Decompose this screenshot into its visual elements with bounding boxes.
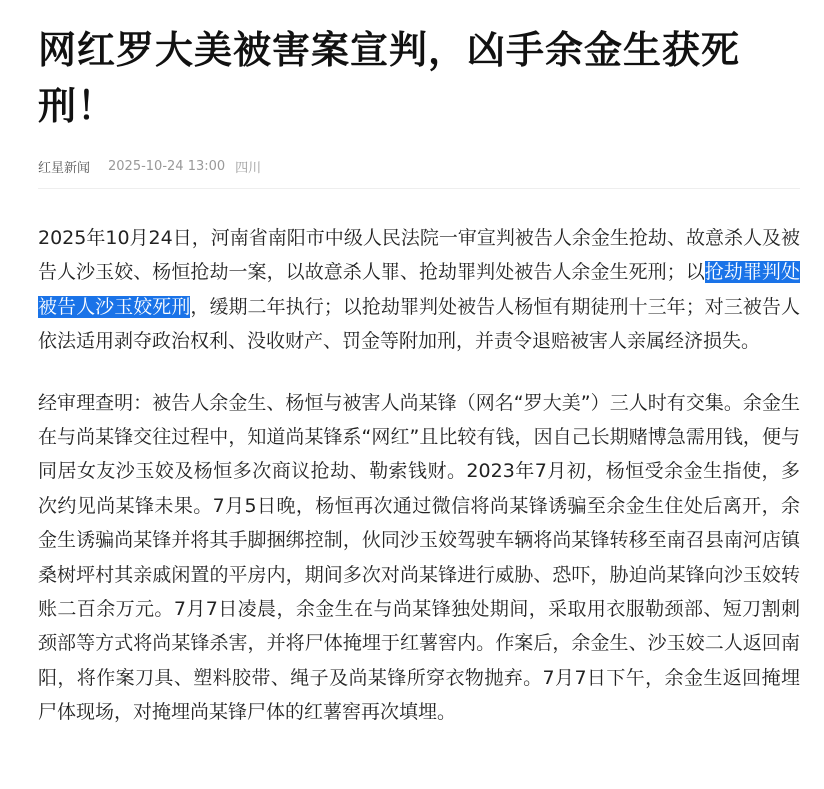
paragraph-text-before: 2025年10月24日，河南省南阳市中级人民法院一审宣判被告人余金生抢劫、故意杀人及被告人沙玉姣、杨恒抢劫一案，以故意杀人罪、抢劫罪判处被告人余金生死刑；以 [38, 227, 800, 284]
paragraph-verdict[interactable] [38, 221, 800, 359]
publish-time: 2025-10-24 13:00 [108, 158, 226, 174]
article-meta [38, 156, 800, 176]
region-label: 四川 [235, 160, 262, 176]
paragraph-facts[interactable]: 经审理查明：被告人余金生、杨恒与被害人尚某锋（网名“罗大美”）三人时有交集。余金生在与尚某锋交往过程中，知道尚某锋系“网红”且比较有钱，因自己长期赌博急需用钱，便与同居女友沙玉姣及杨恒多次商议抢劫、勒索钱财。2023年7月初，杨恒受余金生指使，多次约见尚某锋未果。7月5日晚，杨恒再次通过微信将尚某锋诱骗至余金生住处后离开，余金生诱骗尚某锋并将其手脚捆绑控制，伙同沙玉姣驾驶车辆将尚某锋转移至南召县南河店镇桑树坪村其亲戚闲置的平房内，期间多次对尚某锋进行威胁、恐吓，胁迫尚某锋向沙玉姣转账二百余万元。7月7日凌晨，余金生在与尚某锋独处期间，采取用衣服勒颈部、短刀割刺颈部等方式将尚某锋杀害，并将尸体掩埋于红薯窖内。作案后，余金生、沙玉姣二人返回南阳，将作案刀具、塑料胶带、绳子及尚某锋所穿衣物抛弃。7月7日下午，余金生返回掩埋尸体现场，对掩埋尚某锋尸体的红薯窖再次填埋。 [38, 391, 800, 724]
source-link[interactable]: 红星新闻 [38, 160, 91, 176]
paragraph-text-after: ，缓期二年执行；以抢劫罪判处被告人杨恒有期徒刑十三年；对三被告人依法适用剥夺政治权利、没收财产、罚金等附加刑，并责令退赔被害人亲属经济损失。 [38, 295, 800, 353]
selected-text[interactable]: 抢劫罪判处被告人沙玉姣死刑 [38, 261, 800, 318]
article-title: 网红罗大美被害案宣判，凶手余金生获死刑！ [38, 28, 741, 128]
meta-divider [38, 188, 800, 189]
